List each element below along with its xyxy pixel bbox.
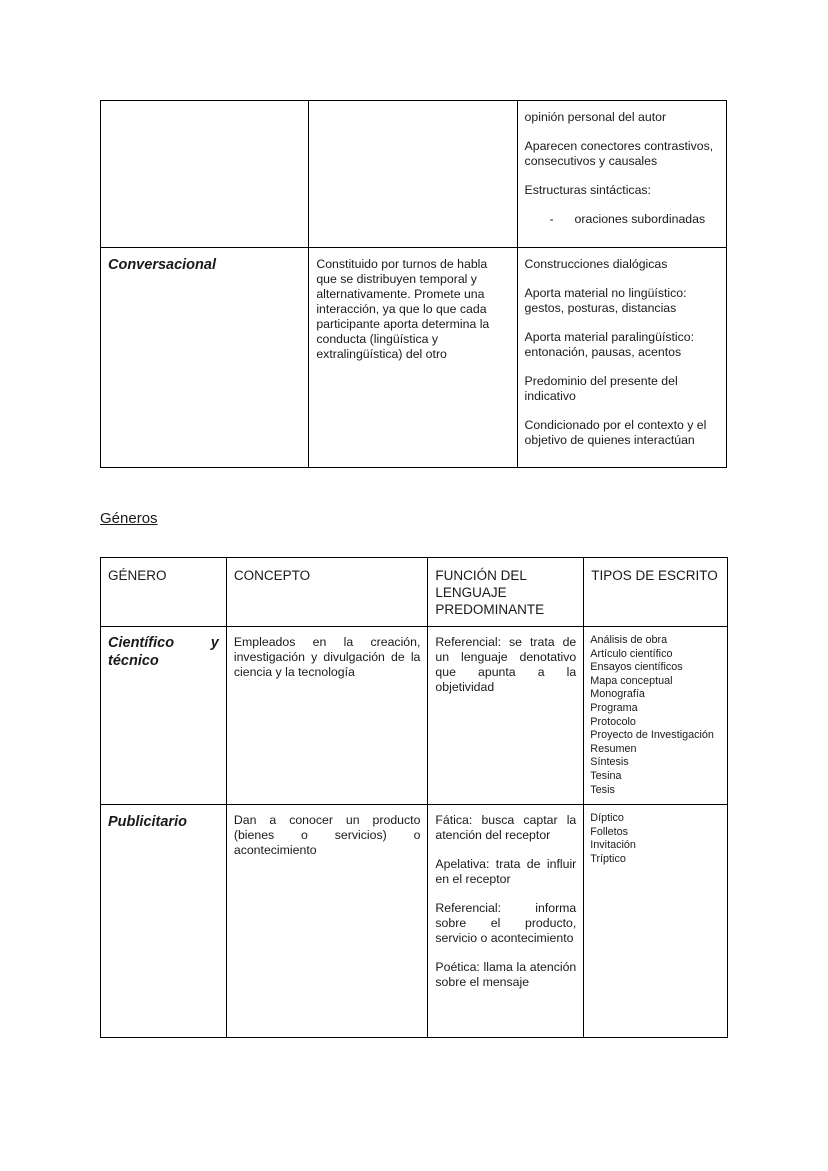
list-item: Invitación [590, 839, 636, 852]
concept-cell [226, 805, 428, 1038]
concept-cell [226, 627, 428, 805]
concept-cell-empty [309, 101, 517, 248]
feature-text: opinión personal del autor [524, 110, 667, 124]
list-item: Tríptico [590, 852, 626, 865]
genre-title-line2: técnico [108, 653, 159, 669]
list-item: Protocolo [590, 715, 636, 728]
function-text: Referencial: se trata de un lenguaje denotativo que apunta a la objetividad [435, 635, 577, 694]
table-row [101, 627, 728, 805]
concept-cell [309, 248, 517, 468]
sublist-text: oraciones subordinadas [574, 212, 706, 226]
list-item: Tesina [590, 769, 622, 782]
list-item: Monografía [590, 688, 645, 701]
types-list [584, 805, 727, 873]
list-item: Ensayos científicos [590, 661, 683, 674]
list-item: Proyecto de Investigación [590, 729, 714, 742]
function-text: Fática: busca captar la atención del receptor [435, 813, 577, 843]
text-types-table-continued [100, 100, 727, 468]
section-heading: Géneros [100, 510, 158, 527]
list-item: Mapa conceptual [590, 674, 673, 687]
table-row [101, 248, 727, 468]
genre-cell [101, 805, 227, 1038]
function-text: Poética: llama la atención sobre el mensaje [435, 960, 577, 990]
genre-title: Publicitario [108, 814, 187, 831]
concept-text: Dan a conocer un producto (bienes o servicios) o acontecimiento [233, 813, 421, 858]
concept-text: Constituido por turnos de habla que se distribuyen temporal y alternativamente. Promete una interacción, ya que lo que cada participante aporta determina la conducta (lingüística y extralingüística) del otro [316, 257, 490, 361]
column-header: CONCEPTO [226, 558, 428, 627]
concept-text: Empleados en la creación, investigación y divulgación de la ciencia y la tecnología [233, 635, 421, 679]
types-list [584, 627, 727, 804]
list-item: Artículo científico [590, 647, 673, 660]
feature-text: Condicionado por el contexto y el objetivo de quienes interactúan [524, 418, 707, 447]
function-text: Referencial: informa sobre el producto, servicio o acontecimiento [435, 901, 577, 946]
genre-title-connector: y [210, 635, 219, 651]
feature-text: Aporta material paralingüístico: entonación, pausas, acentos [524, 330, 695, 359]
function-cell [428, 627, 584, 805]
types-cell [584, 805, 728, 1038]
list-item: Tesis [590, 783, 615, 796]
table-header-row [101, 558, 728, 627]
features-cell [517, 101, 726, 248]
column-header: GÉNERO [101, 558, 227, 627]
feature-text: Construcciones dialógicas [524, 257, 668, 271]
feature-text: Predominio del presente del indicativo [524, 374, 678, 403]
features-cell [517, 248, 726, 468]
column-header: TIPOS DE ESCRITO [584, 558, 728, 627]
sublist-item [525, 212, 719, 227]
list-item: Programa [590, 701, 638, 714]
table-row [101, 805, 728, 1038]
feature-text: Aparecen conectores contrastivos, consecutivos y causales [524, 139, 714, 168]
list-item: Resumen [590, 742, 637, 755]
dash-bullet: - [549, 212, 554, 226]
genre-cell-empty [101, 101, 309, 248]
genres-table [100, 557, 728, 1038]
genre-title: Científico [108, 635, 175, 651]
feature-text: Estructuras sintácticas: [524, 183, 651, 197]
list-item: Síntesis [590, 756, 629, 769]
function-text: Apelativa: trata de influir en el receptor [435, 857, 577, 887]
genre-title: Conversacional [108, 257, 216, 273]
function-cell [428, 805, 584, 1038]
feature-text: Aporta material no lingüístico: gestos, posturas, distancias [524, 286, 687, 315]
types-cell [584, 627, 728, 805]
list-item: Folletos [590, 825, 629, 838]
genre-cell [101, 248, 309, 468]
genre-cell [101, 627, 227, 805]
column-header: FUNCIÓN DEL LENGUAJE PREDOMINANTE [428, 558, 584, 627]
list-item: Análisis de obra [590, 634, 668, 646]
table-row [101, 101, 727, 248]
list-item: Díptico [590, 812, 624, 825]
